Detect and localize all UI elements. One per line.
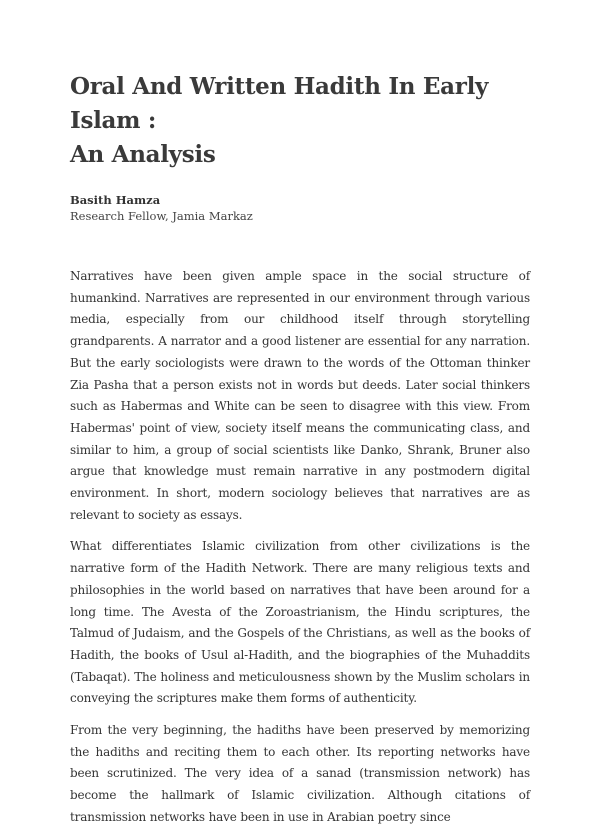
paragraph-1: Narratives have been given ample space in the social structure of humankind. Narratives are represented in our environment through various media, especially from our childhood itself through storytelling grandparents. A narrator and a good listener are essential for any narration. But the early sociologists were drawn to the words of the Ottoman thinker Zia Pasha that a person exists not in words but deeds. Later social thinkers such as Habermas and White can be seen to disagree with this view. From Habermas' point of view, society itself means the communicating class, and similar to him, a group of social scientists like Danko, Shrank, Bruner also argue that knowledge must remain narrative in any postmodern digital environment. In short, modern sociology believes that narratives are as relevant to society as essays. bbox=[70, 269, 530, 522]
title-line-1: Oral And Written Hadith In Early Islam : bbox=[70, 73, 489, 134]
paragraph-2: What differentiates Islamic civilization from other civilizations is the narrative form of the Hadith Network. There are many religious texts and philosophies in the world based on narratives that have been around for a long time. The Avesta of the Zoroastrianism, the Hindu scriptures, the Talmud of Judaism, and the Gospels of the Christians, as well as the books of Hadith, the books of Usul al-Hadith, and the biographies of the Muhaddits (Tabaqat). The holiness and meticulousness shown by the Muslim scholars in conveying the scriptures make them forms of authenticity. bbox=[70, 539, 530, 706]
article-title bbox=[70, 70, 530, 172]
author-name: Basith Hamza bbox=[70, 193, 161, 207]
article-body bbox=[70, 266, 530, 829]
document-page bbox=[70, 70, 530, 839]
paragraph-3: From the very beginning, the hadiths have been preserved by memorizing the hadiths and reciting them to each other. Its reporting networks have been scrutinized. The very idea of a sanad (transmission network) has become the hallmark of Islamic civilization. Although citations of transmission networks have been in use in Arabian poetry since bbox=[70, 723, 530, 824]
title-line-2: An Analysis bbox=[70, 141, 216, 168]
author-affiliation: Research Fellow, Jamia Markaz bbox=[70, 209, 253, 223]
